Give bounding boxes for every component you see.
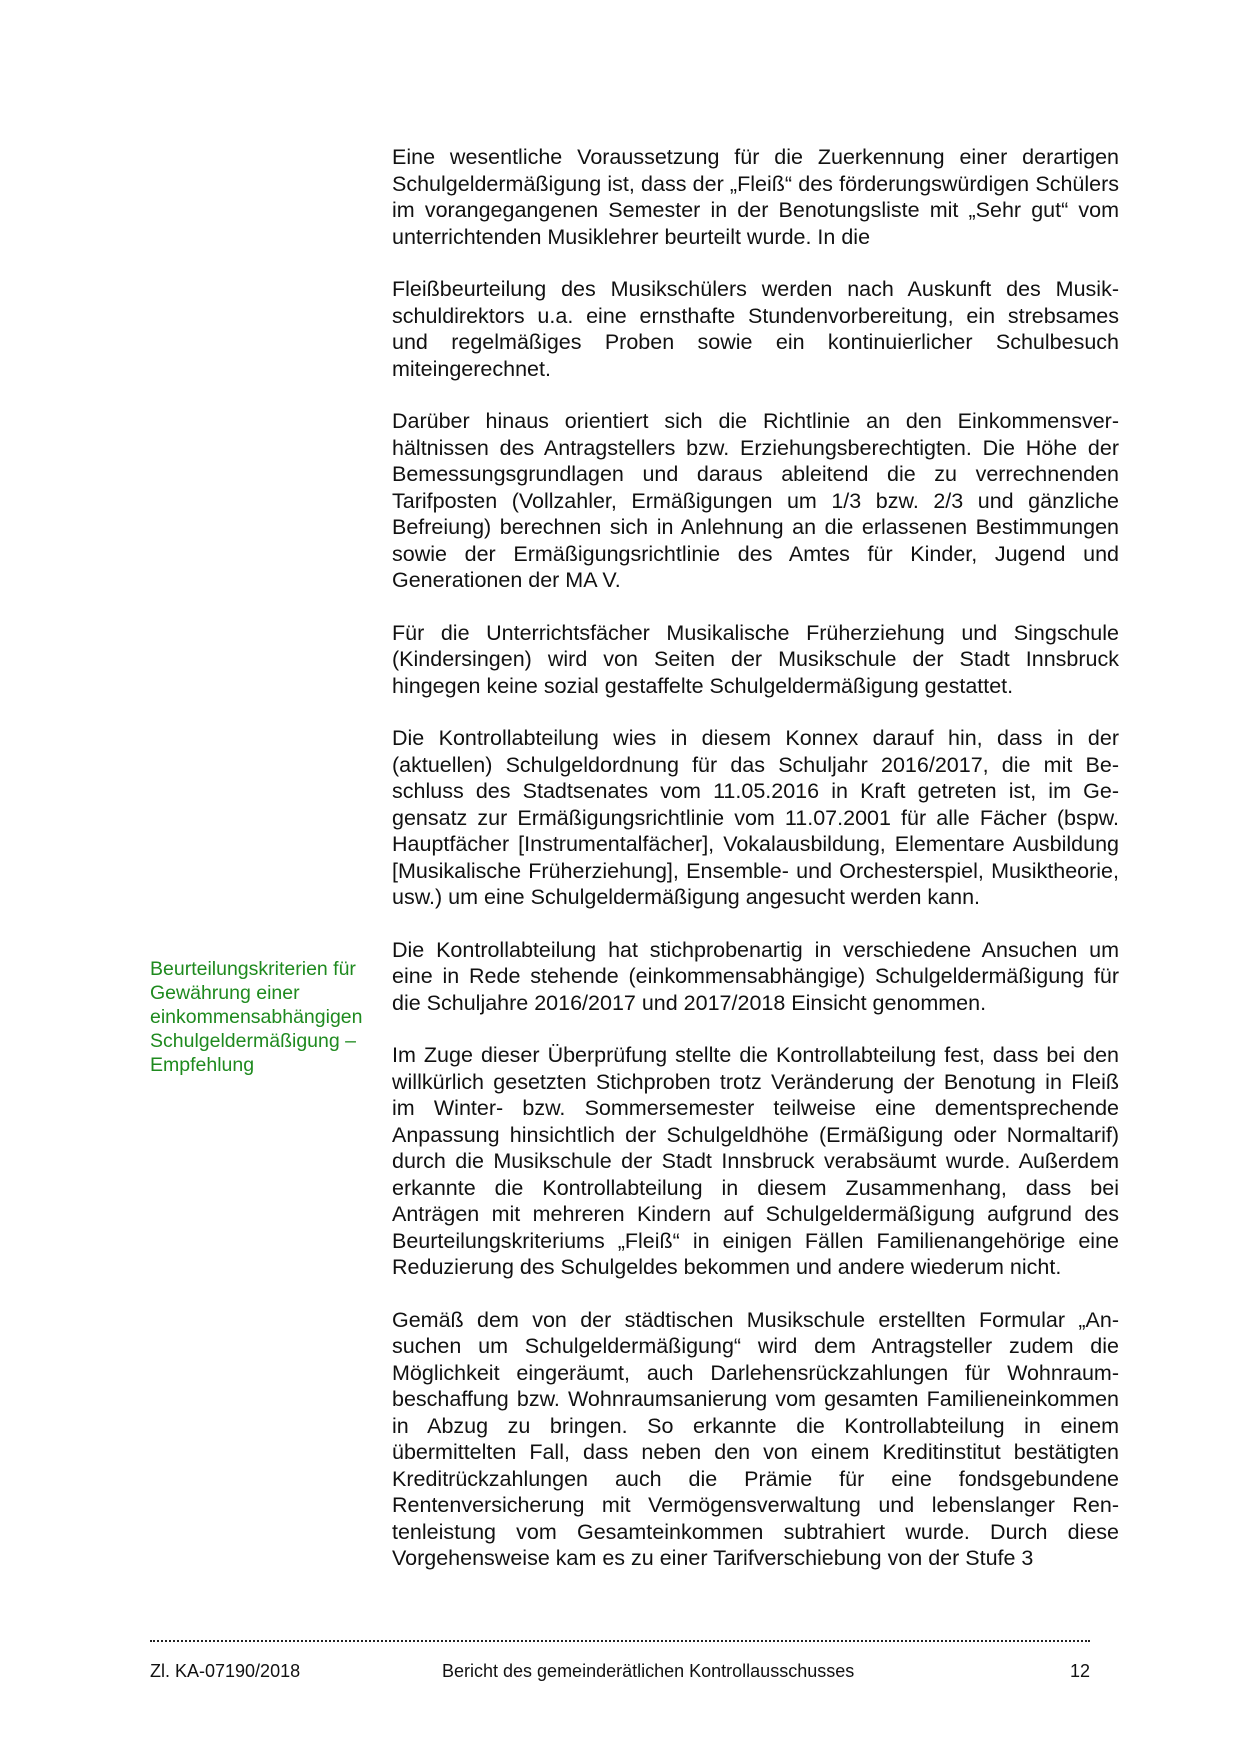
- paragraph-8: Gemäß dem von der städtischen Musikschule erstellten Formular „Ansuchen um Schulgeldermäßigung“ wird dem Antragsteller zudem die Möglichkeit eingeräumt, auch Darlehensrückzahlungen für Wohnraumbeschaffung bzw. Wohnraumsanierung vom gesamten Familieneinkommen in Abzug zu bringen. So erkannte die Kontrollabteilung in einem übermittelten Fall, dass neben den von einem Kreditinstitut bestätigten Kreditrückzahlungen auch die Prämie für eine fondsgebundene Rentenversicherung mit Vermögensverwaltung und lebenslanger Rentenleistung vom Gesamteinkommen subtrahiert wurde. Durch diese Vorgehensweise kam es zu einer Tarifverschiebung von der Stufe 3: [392, 1307, 1119, 1570]
- footer-divider: [150, 1640, 1090, 1642]
- footer-reference: Zl. KA-07190/2018: [150, 1661, 301, 1681]
- footer-title: Bericht des gemeinderätlichen Kontrollausschusses: [442, 1661, 855, 1681]
- paragraph-1: Eine wesentliche Voraussetzung für die Zuerkennung einer derartigen Schulgeldermäßigung ist, dass der „Fleiß“ des förderungswürdigen Schülers im vorangegangenen Semester in der Benotungsliste mit „Sehr gut“ vom unterrichtenden Musiklehrer beurteilt wurde. In die: [392, 145, 1119, 249]
- paragraph-6: Die Kontrollabteilung hat stichprobenartig in verschiedene Ansuchen um eine in Rede stehende (einkommensabhängige) Schulgeldermäßigung für die Schuljahre 2016/2017 und 2017/2018 Einsicht genommen.: [392, 937, 1119, 1015]
- paragraph-2: Fleißbeurteilung des Musikschülers werden nach Auskunft des Musikschuldirektors u.a. eine ernsthafte Stundenvorbereitung, ein strebsames und regelmäßiges Proben sowie ein kontinuierlicher Schulbesuch miteingerechnet.: [392, 277, 1119, 381]
- margin-note: Beurteilungskriterien für Gewährung einer einkommensabhängigen Schulgeldermäßigung – Empfehlung: [150, 958, 363, 1076]
- paragraph-5: Die Kontrollabteilung wies in diesem Konnex darauf hin, dass in der (aktuellen) Schulgeldordnung für das Schuljahr 2016/2017, die mit Beschluss des Stadtsenates vom 11.05.2016 in Kraft getreten ist, im Gegensatz zur Ermäßigungsrichtlinie vom 11.07.2001 für alle Fächer (bspw. Hauptfächer [Instrumentalfächer], Vokalausbildung, Elementare Ausbildung [Musikalische Früherziehung], Ensemble- und Orchesterspiel, Musiktheorie, usw.) um eine Schulgeldermäßigung angesucht werden kann.: [392, 726, 1119, 909]
- paragraph-3: Darüber hinaus orientiert sich die Richtlinie an den Einkommensverhältnissen des Antragstellers bzw. Erziehungsberechtigten. Die Höhe der Bemessungsgrundlagen und daraus ableitend die zu verrechnenden Tarifposten (Vollzahler, Ermäßigungen um 1/3 bzw. 2/3 und gänzliche Befreiung) berechnen sich in Anlehnung an die erlassenen Bestimmungen sowie der Ermäßigungsrichtlinie des Amtes für Kinder, Jugend und Generationen der MA V.: [392, 409, 1119, 592]
- body-text: [392, 144, 1119, 1598]
- paragraph-4: Für die Unterrichtsfächer Musikalische Früherziehung und Singschule (Kindersingen) wird von Seiten der Musikschule der Stadt Innsbruck hingegen keine sozial gestaffelte Schulgeldermäßigung gestattet.: [392, 620, 1119, 698]
- page-number: 12: [1069, 1661, 1090, 1681]
- paragraph-7: Im Zuge dieser Überprüfung stellte die Kontrollabteilung fest, dass bei den willkürlich gesetzten Stichproben trotz Veränderung der Benotung in Fleiß im Winter- bzw. Sommersemester teilweise eine dementsprechende Anpassung hinsichtlich der Schulgeldhöhe (Ermäßigung oder Normaltarif) durch die Musikschule der Stadt Innsbruck verabsäumt wurde. Außerdem erkannte die Kontrollabteilung in diesem Zusammenhang, dass bei Anträgen mit mehreren Kindern auf Schulgeldermäßigung aufgrund des Beurteilungskriteriums „Fleiß“ in einigen Fällen Familienangehörige eine Reduzierung des Schulgeldes bekommen und andere wiederum nicht.: [392, 1043, 1119, 1279]
